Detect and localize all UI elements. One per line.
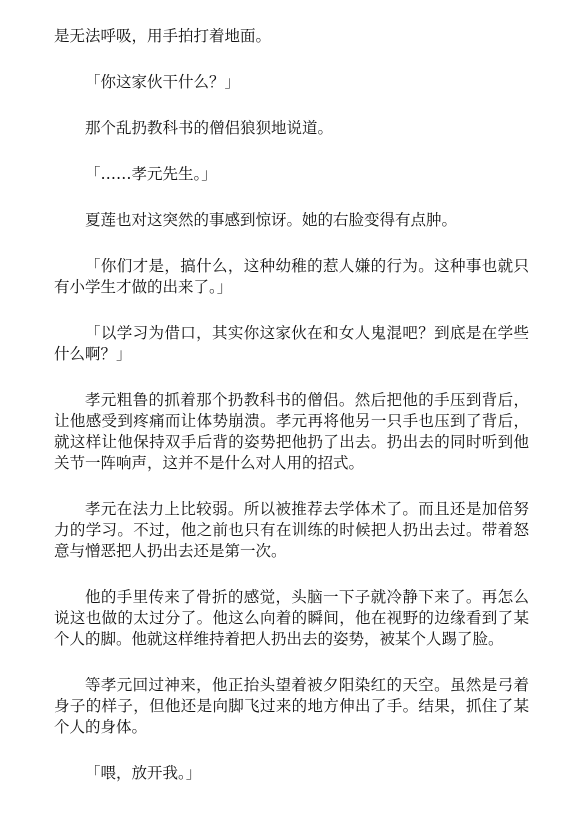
- paragraph-dialogue: 「你们才是，搞什么，这种幼稚的惹人嫌的行为。这种事也就只有小学生才做的出来了。」: [54, 257, 529, 296]
- paragraph-narration: 孝元粗鲁的抓着那个扔教科书的僧侣。然后把他的手压到背后，让他感受到疼痛而让体势崩溃。孝元再将他另一只手也压到了背后，就这样让他保持双手后背的姿势把他扔了出去。扔出去的同时听到他关节一阵响声，这并不是什么对人用的招式。: [54, 391, 529, 472]
- paragraph-narration: 那个乱扔教科书的僧侣狼狈地说道。: [85, 119, 334, 137]
- paragraph-dialogue: 「你这家伙干什么？」: [85, 73, 241, 91]
- paragraph-narration: 等孝元回过神来，他正抬头望着被夕阳染红的天空。虽然是弓着身子的样子，但他还是向脚飞过来的地方伸出了手。结果，抓住了某个人的身体。: [54, 676, 529, 736]
- paragraph-narration: 他的手里传来了骨折的感觉，头脑一下子就冷静下来了。再怎么说这也做的太过分了。他这么向着的瞬间，他在视野的边缘看到了某个人的脚。他就这样维持着把人扔出去的姿势，被某个人踢了脸。: [54, 588, 529, 648]
- paragraph-narration: 孝元在法力上比较弱。所以被推荐去学体术了。而且还是加倍努力的学习。不过，他之前也只有在训练的时候把人扔出去过。带着怒意与憎恶把人扔出去还是第一次。: [54, 500, 529, 560]
- paragraph-continuation: 是无法呼吸，用手拍打着地面。: [54, 27, 272, 45]
- paragraph-dialogue: 「以学习为借口，其实你这家伙在和女人鬼混吧？到底是在学些什么啊？」: [54, 324, 529, 363]
- paragraph-dialogue: 「……孝元先生。」: [85, 165, 217, 183]
- paragraph-narration: 夏莲也对这突然的事感到惊讶。她的右脸变得有点肿。: [85, 211, 458, 229]
- paragraph-dialogue: 「喂，放开我。」: [85, 764, 202, 782]
